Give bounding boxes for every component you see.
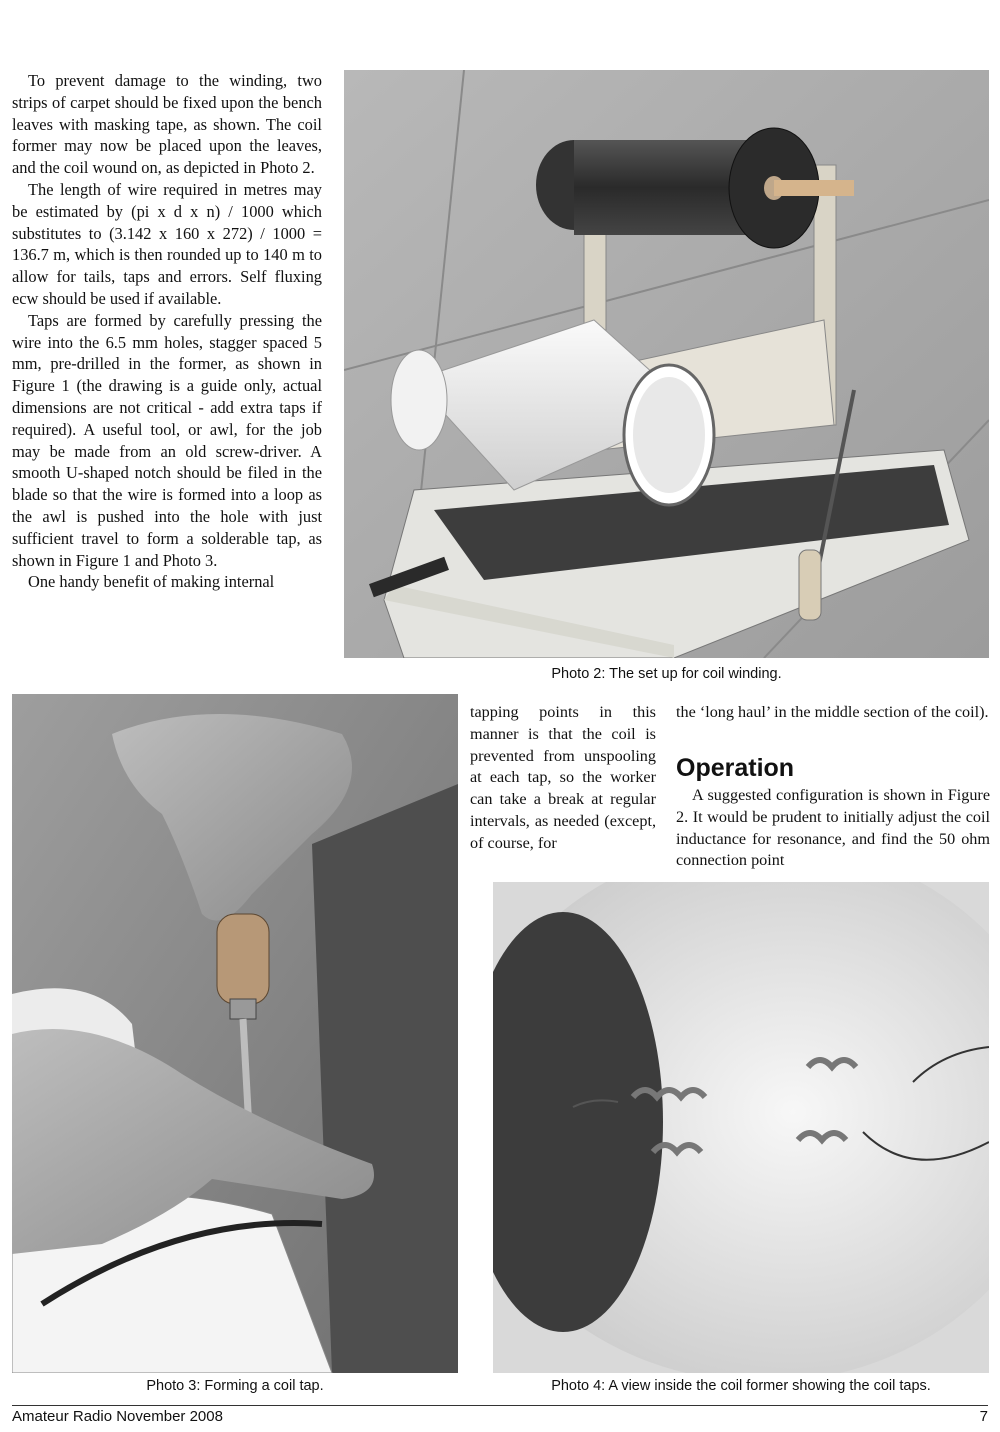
footer-rule: [12, 1405, 988, 1406]
footer-page-number: 7: [979, 1408, 988, 1425]
paragraph-benefit: One handy benefit of making internal: [28, 572, 275, 592]
paragraph-carpet: To prevent damage to the winding, two strips of carpet should be fixed upon the bench leaves with masking tape, as shown. The coil former may now be placed upon the leaves, and the coil wound on, as depicted in Photo 2.: [12, 71, 322, 178]
photo-2-illustration: [344, 70, 989, 658]
photo-3-illustration: [12, 694, 458, 1373]
paragraph-tapping-points: tapping points in this manner is that the coil is prevented from unspooling at each tap, so the worker can take a break at regular intervals, as needed (except, of course, for: [470, 703, 656, 852]
footer-publication: Amateur Radio November 2008: [12, 1408, 223, 1425]
paragraph-taps: Taps are formed by carefully pressing the wire into the 6.5 mm holes, stagger spaced 5 mm, pre-drilled in the former, as shown in Figure 1 (the drawing is a guide only, actual dimensions are not critical - add extra taps if required). A useful tool, or awl, for the job may be made from an old screw-driver. A smooth U-shaped notch should be filed in the blade so that the wire is formed into a loop as the awl is pushed into the hole with just sufficient travel to form a solderable tap, as shown in Figure 1 and Photo 3.: [12, 310, 322, 570]
right-column: [676, 702, 990, 724]
photo-4-illustration: [493, 882, 989, 1373]
operation-column: [676, 785, 990, 872]
photo-inside-coil-former: [493, 882, 989, 1373]
photo-forming-coil-tap: [12, 694, 458, 1373]
intro-column: [12, 70, 322, 593]
photo-4-caption: Photo 4: A view inside the coil former showing the coil taps.: [551, 1378, 931, 1394]
paragraph-wire-length: The length of wire required in metres may be estimated by (pi x d x n) / 1000 which substitutes to (3.142 x 160 x 272) / 1000 = 136.7 m, which is then rounded up to 140 m to allow for tails, taps and errors. Self fluxing ecw should be used if available.: [12, 179, 322, 308]
paragraph-long-haul: the ‘long haul’ in the middle section of the coil).: [676, 703, 989, 721]
photo-coil-winding-setup: [344, 70, 989, 658]
photo-3-caption: Photo 3: Forming a coil tap.: [146, 1378, 324, 1394]
paragraph-operation: A suggested configuration is shown in Figure 2. It would be prudent to initially adjust the coil inductance for resonance, and find the 50 ohm connection point: [676, 786, 990, 870]
photo-2-caption: Photo 2: The set up for coil winding.: [551, 666, 782, 682]
middle-column: [470, 702, 656, 855]
section-heading-operation: Operation: [676, 754, 795, 782]
